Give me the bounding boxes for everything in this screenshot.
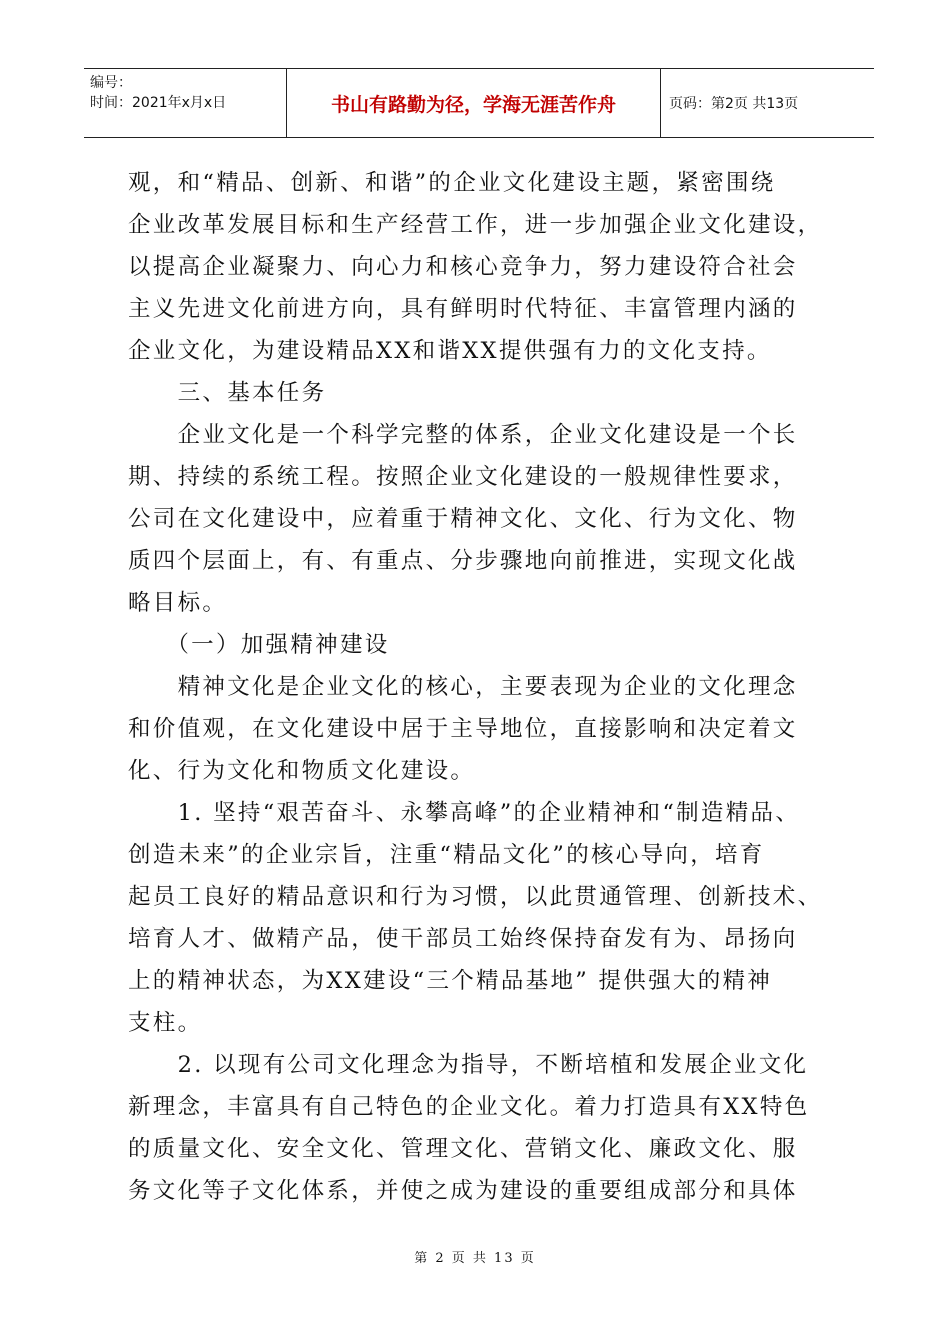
text-line: 2. 以现有公司文化理念为指导，不断培植和发展企业文化 (128, 1052, 809, 1078)
text-line: 公司在文化建设中，应着重于精神文化、文化、行为文化、物 (128, 506, 798, 532)
text-line: 精神文化是企业文化的核心，主要表现为企业的文化理念 (128, 674, 798, 700)
text-line: 培育人才、做精产品，使干部员工始终保持奋发有为、昂扬向 (128, 926, 798, 952)
text-line: 上的精神状态，为XX建设“三个精品基地” 提供强大的精神 (128, 968, 773, 994)
text-line: 务文化等子文化体系，并使之成为建设的重要组成部分和具体 (128, 1178, 798, 1204)
text-line: 和价值观，在文化建设中居于主导地位，直接影响和决定着文 (128, 716, 798, 742)
time-label: 时间：2021年x月x日 (90, 95, 227, 111)
text-line: 主义先进文化前进方向，具有鲜明时代特征、丰富管理内涵的 (128, 296, 798, 322)
text-line: 起员工良好的精品意识和行为习惯，以此贯通管理、创新技术、 (128, 884, 823, 910)
text-line: 新理念，丰富具有自己特色的企业文化。着力打造具有XX特色 (128, 1094, 810, 1120)
text-line: 以提高企业凝聚力、向心力和核心竞争力，努力建设符合社会 (128, 254, 798, 280)
section-heading: 三、基本任务 (128, 380, 327, 406)
text-line: 企业文化，为建设精品XX和谐XX提供强有力的文化支持。 (128, 338, 772, 364)
text-line: 创造未来”的企业宗旨，注重“精品文化”的核心导向，培育 (128, 842, 765, 868)
header-page-info: 页码：第2页 共13页 (669, 96, 799, 112)
subsection-heading: （一）加强精神建设 (128, 632, 390, 658)
number-label: 编号： (90, 75, 132, 91)
page-header (84, 68, 874, 138)
text-line: 质四个层面上，有、有重点、分步骤地向前推进，实现文化战 (128, 548, 798, 574)
header-meta (84, 69, 287, 137)
text-line: 1. 坚持“艰苦奋斗、永攀高峰”的企业精神和“制造精品、 (128, 800, 801, 826)
header-motto: 书山有路勤为径，学海无涯苦作舟 (287, 69, 661, 137)
text-line: 略目标。 (128, 590, 228, 616)
page-footer: 第 2 页 共 13 页 (414, 1251, 536, 1266)
text-line: 支柱。 (128, 1010, 203, 1036)
text-line: 的质量文化、安全文化、管理文化、营销文化、廉政文化、服 (128, 1136, 798, 1162)
text-line: 期、持续的系统工程。按照企业文化建设的一般规律性要求， (128, 464, 798, 490)
text-line: 观，和“精品、创新、和谐”的企业文化建设主题，紧密围绕 (128, 170, 776, 196)
document-body (128, 162, 828, 1212)
text-line: 企业改革发展目标和生产经营工作，进一步加强企业文化建设， (128, 212, 823, 238)
text-line: 化、行为文化和物质文化建设。 (128, 758, 476, 784)
text-line: 企业文化是一个科学完整的体系，企业文化建设是一个长 (128, 422, 798, 448)
